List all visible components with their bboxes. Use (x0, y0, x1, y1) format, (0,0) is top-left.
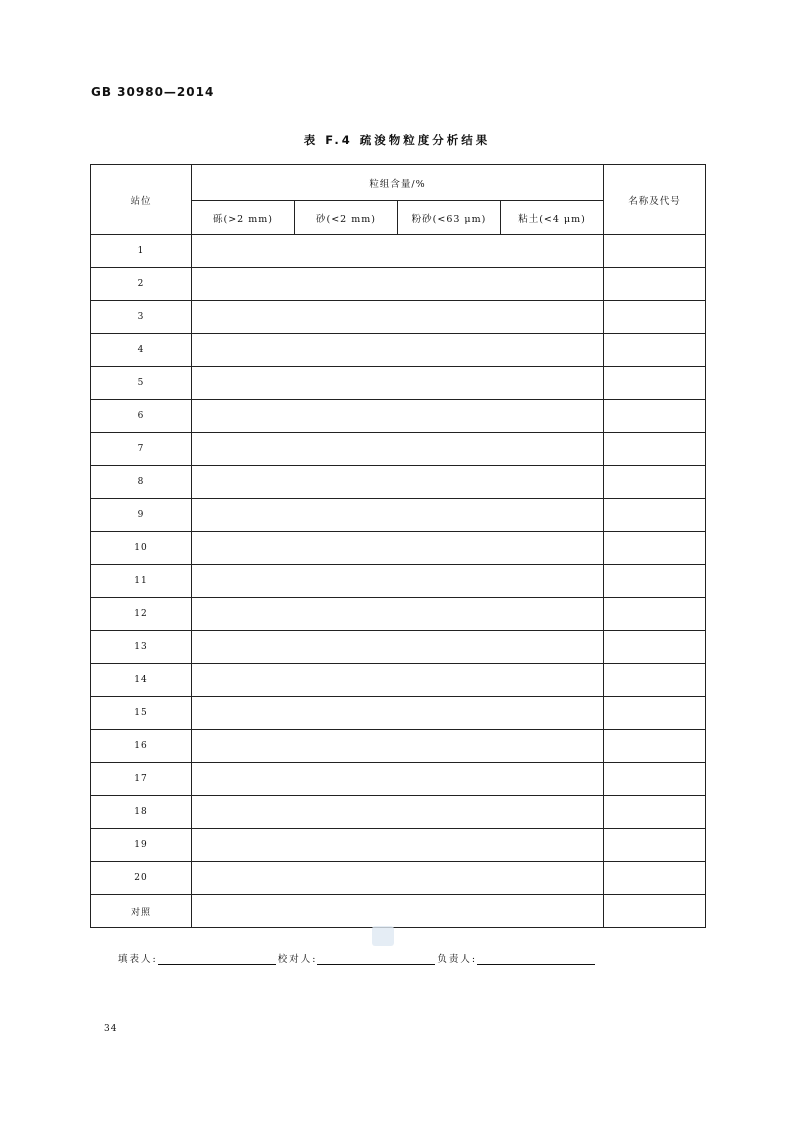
filler-signature-line[interactable] (158, 952, 276, 965)
station-cell: 7 (91, 433, 192, 466)
station-cell: 6 (91, 400, 192, 433)
name-code-cell[interactable] (604, 565, 706, 598)
name-code-cell[interactable] (604, 532, 706, 565)
station-cell: 8 (91, 466, 192, 499)
content-cell[interactable] (192, 466, 604, 499)
page-number: 34 (104, 1024, 118, 1034)
table-row (91, 367, 706, 400)
name-code-cell[interactable] (604, 334, 706, 367)
header-station: 站位 (91, 165, 192, 235)
content-cell[interactable] (192, 565, 604, 598)
table-row (91, 499, 706, 532)
name-code-cell[interactable] (604, 301, 706, 334)
station-cell: 9 (91, 499, 192, 532)
header-silt: 粉砂(<63 μm) (398, 201, 501, 235)
name-code-cell[interactable] (604, 400, 706, 433)
table-row (91, 664, 706, 697)
station-cell: 5 (91, 367, 192, 400)
content-cell[interactable] (192, 697, 604, 730)
header-particle-group: 粒组含量/% (192, 165, 604, 201)
name-code-cell[interactable] (604, 763, 706, 796)
header-gravel: 砾(>2 mm) (192, 201, 295, 235)
station-cell: 13 (91, 631, 192, 664)
station-cell: 20 (91, 862, 192, 895)
name-code-cell[interactable] (604, 796, 706, 829)
name-code-cell[interactable] (604, 235, 706, 268)
content-cell[interactable] (192, 862, 604, 895)
content-cell[interactable] (192, 829, 604, 862)
content-cell[interactable] (192, 235, 604, 268)
name-code-cell[interactable] (604, 862, 706, 895)
name-code-cell[interactable] (604, 466, 706, 499)
name-code-cell[interactable] (604, 697, 706, 730)
name-code-cell[interactable] (604, 268, 706, 301)
table-row (91, 532, 706, 565)
station-cell: 11 (91, 565, 192, 598)
content-cell[interactable] (192, 301, 604, 334)
table-row (91, 796, 706, 829)
checker-signature-line[interactable] (317, 952, 435, 965)
station-cell: 17 (91, 763, 192, 796)
signature-block (118, 951, 597, 965)
name-code-cell[interactable] (604, 829, 706, 862)
table-row (91, 466, 706, 499)
station-cell: 12 (91, 598, 192, 631)
table-row (91, 235, 706, 268)
content-cell[interactable] (192, 730, 604, 763)
content-cell[interactable] (192, 631, 604, 664)
table-row (91, 433, 706, 466)
table-row (91, 631, 706, 664)
name-code-cell[interactable] (604, 598, 706, 631)
station-cell: 15 (91, 697, 192, 730)
filler-label: 填表人: (118, 954, 158, 965)
station-cell: 19 (91, 829, 192, 862)
station-cell: 3 (91, 301, 192, 334)
table-row (91, 334, 706, 367)
table-row (91, 400, 706, 433)
name-code-cell[interactable] (604, 730, 706, 763)
table-row (91, 697, 706, 730)
name-code-cell[interactable] (604, 433, 706, 466)
content-cell[interactable] (192, 367, 604, 400)
table-row (91, 862, 706, 895)
watermark-logo (372, 926, 394, 946)
name-code-cell[interactable] (604, 664, 706, 697)
station-cell: 1 (91, 235, 192, 268)
content-cell[interactable] (192, 895, 604, 928)
name-code-cell[interactable] (604, 631, 706, 664)
name-code-cell[interactable] (604, 367, 706, 400)
table-row (91, 301, 706, 334)
table-row (91, 565, 706, 598)
table-row (91, 895, 706, 928)
checker-label: 校对人: (277, 954, 318, 965)
content-cell[interactable] (192, 598, 604, 631)
header-name-code: 名称及代号 (604, 165, 706, 235)
header-clay: 粘土(<4 μm) (501, 201, 604, 235)
content-cell[interactable] (192, 499, 604, 532)
analysis-table (90, 164, 706, 928)
station-cell: 对照 (91, 895, 192, 928)
header-sand: 砂(<2 mm) (295, 201, 398, 235)
table-row (91, 730, 706, 763)
table-row (91, 829, 706, 862)
station-cell: 2 (91, 268, 192, 301)
station-cell: 18 (91, 796, 192, 829)
content-cell[interactable] (192, 796, 604, 829)
table-row (91, 268, 706, 301)
table-row (91, 598, 706, 631)
content-cell[interactable] (192, 664, 604, 697)
station-cell: 14 (91, 664, 192, 697)
content-cell[interactable] (192, 268, 604, 301)
name-code-cell[interactable] (604, 499, 706, 532)
content-cell[interactable] (192, 763, 604, 796)
table-row (91, 763, 706, 796)
content-cell[interactable] (192, 334, 604, 367)
station-cell: 4 (91, 334, 192, 367)
content-cell[interactable] (192, 433, 604, 466)
name-code-cell[interactable] (604, 895, 706, 928)
station-cell: 16 (91, 730, 192, 763)
station-cell: 10 (91, 532, 192, 565)
table-title: 表 F.4 疏浚物粒度分析结果 (303, 133, 491, 147)
responsible-label: 负责人: (437, 954, 478, 965)
content-cell[interactable] (192, 400, 604, 433)
responsible-signature-line[interactable] (477, 952, 595, 965)
document-code: GB 30980—2014 (91, 85, 215, 99)
content-cell[interactable] (192, 532, 604, 565)
